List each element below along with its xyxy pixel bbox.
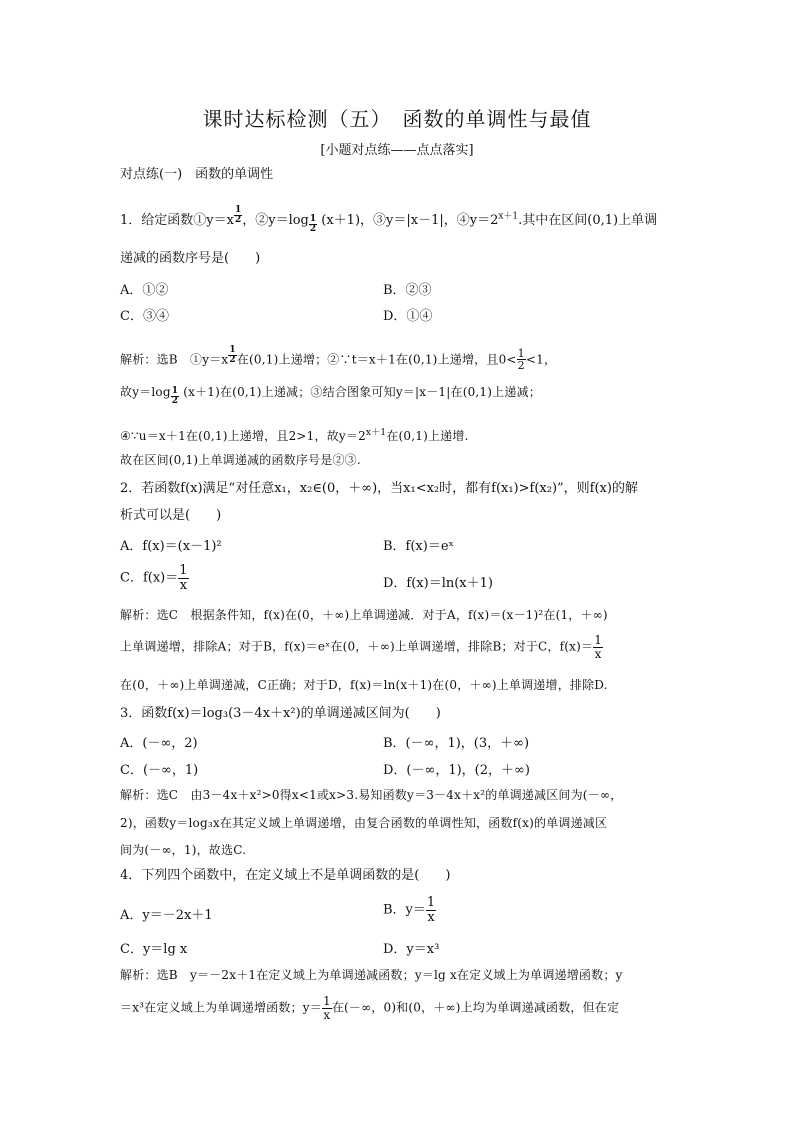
page-title: 课时达标检测（五） 函数的单调性与最值 xyxy=(202,107,592,131)
q2-option-c: C．f(x)＝ $\frac{1}{x}$ xyxy=(120,563,188,593)
q3-solution-line2: 2)，函数y＝log₃x在其定义域上单调递增，由复合函数的单调性知，函数f(x)的单调递减区 xyxy=(120,816,608,830)
q2-option-a: A．f(x)＝(x－1)² xyxy=(120,539,222,554)
q1-solution-line3: ④∵u＝x＋1在(0,1)上递增，且2>1，故$y=2^{x+1}$在(0,1)上递增. xyxy=(120,428,469,443)
q1-option-a: A．①② xyxy=(120,283,169,298)
page-subtitle: [小题对点练——点点落实] xyxy=(320,143,474,158)
q4-solution-line1: 解析：选B y＝－2x＋1在定义域上为单调递减函数；y＝lg x在定义域上为单调递增函数；y xyxy=(120,968,623,982)
q3-option-d: D．(－∞，1)，(2，＋∞) xyxy=(383,763,530,778)
q3-option-c: C．(－∞，1) xyxy=(120,763,199,778)
q1-solution-line4: 故在区间(0,1)上单调递减的函数序号是②③. xyxy=(120,453,361,467)
q4-option-d: D．y＝x³ xyxy=(383,942,440,957)
q2-stem-line1: 2．若函数f(x)满足“对任意x₁，x₂∈(0，＋∞)，当x₁<x₂时，都有f(x₁)>f(x₂)”，则f(x)的解 xyxy=(120,481,638,496)
q4-solution-line2: ＝x³在定义域上为单调递增函数；y＝ $\frac{1}{x}$ 在(－∞，0)和(0，＋∞)上均为单调递减函数，但在定 xyxy=(120,994,620,1022)
q1-stem-line2: 递减的函数序号是( ) xyxy=(120,251,261,266)
q3-solution-line1: 解析：选C 由3－4x＋x²>0得x<1或x>3.易知函数y＝3－4x＋x²的单调递减区间为(－∞， xyxy=(120,788,623,802)
q1-option-b: B．②③ xyxy=(383,283,432,298)
q2-option-b: B．f(x)＝eˣ xyxy=(383,539,455,554)
q4-stem: 4．下列四个函数中，在定义域上不是单调函数的是( ) xyxy=(120,868,451,883)
q4-option-b: B．y＝ $\frac{1}{x}$ xyxy=(383,895,436,925)
q1-stem-line1: 1．给定函数①y＝x $^{\frac{1}{2}}$ ，②y＝log $_{\frac{1}{2}}$ (x＋1)，③y＝|x－1|，$④y=2^{x+1}$.其中在区间(0,1)上单调 xyxy=(120,205,658,235)
q3-option-b: B．(－∞，1)，(3，＋∞) xyxy=(383,736,530,751)
q2-solution-line1: 解析：选C 根据条件知，f(x)在(0，＋∞)上单调递减．对于A，f(x)＝(x－1)²在(1，＋∞) xyxy=(120,608,608,622)
q2-option-d: D．f(x)＝ln(x＋1) xyxy=(383,576,493,591)
q3-stem: 3．函数f(x)＝log₃(3－4x＋x²)的单调递减区间为( ) xyxy=(120,706,441,721)
q2-solution-line3: 在(0，＋∞)上单调递减，C正确；对于D，f(x)＝ln(x＋1)在(0，＋∞)上单调递增，排除D. xyxy=(120,678,608,692)
q2-stem-line2: 析式可以是( ) xyxy=(120,508,222,523)
q3-solution-line3: 间为(－∞，1)，故选C. xyxy=(120,843,247,857)
q4-option-c: C．y＝lg x xyxy=(120,942,188,957)
q1-option-c: C．③④ xyxy=(120,309,169,324)
q1-solution-line1: 解析：选B ①y＝x $^{\frac{1}{2}}$ 在(0,1)上递增；②∵t＝x＋1在(0,1)上递增，且0< $\frac{1}{2}$ <1， xyxy=(120,345,557,373)
q2-solution-line2: 上单调递增，排除A；对于B，f(x)＝eˣ在(0，＋∞)上单调递增，排除B；对于C，f(x)＝ $\frac{1}{x}$ xyxy=(120,633,603,661)
section-heading: 对点练(一) 函数的单调性 xyxy=(120,167,274,182)
q3-option-a: A．(－∞，2) xyxy=(120,736,198,751)
q1-solution-line2: 故y＝log $_{\frac{1}{2}}$ (x＋1)在(0,1)上递减；③结合图象可知y＝|x－1|在(0,1)上递减； xyxy=(120,385,541,407)
q1-option-d: D．①④ xyxy=(383,309,433,324)
q4-option-a: A．y＝－2x＋1 xyxy=(120,908,213,923)
